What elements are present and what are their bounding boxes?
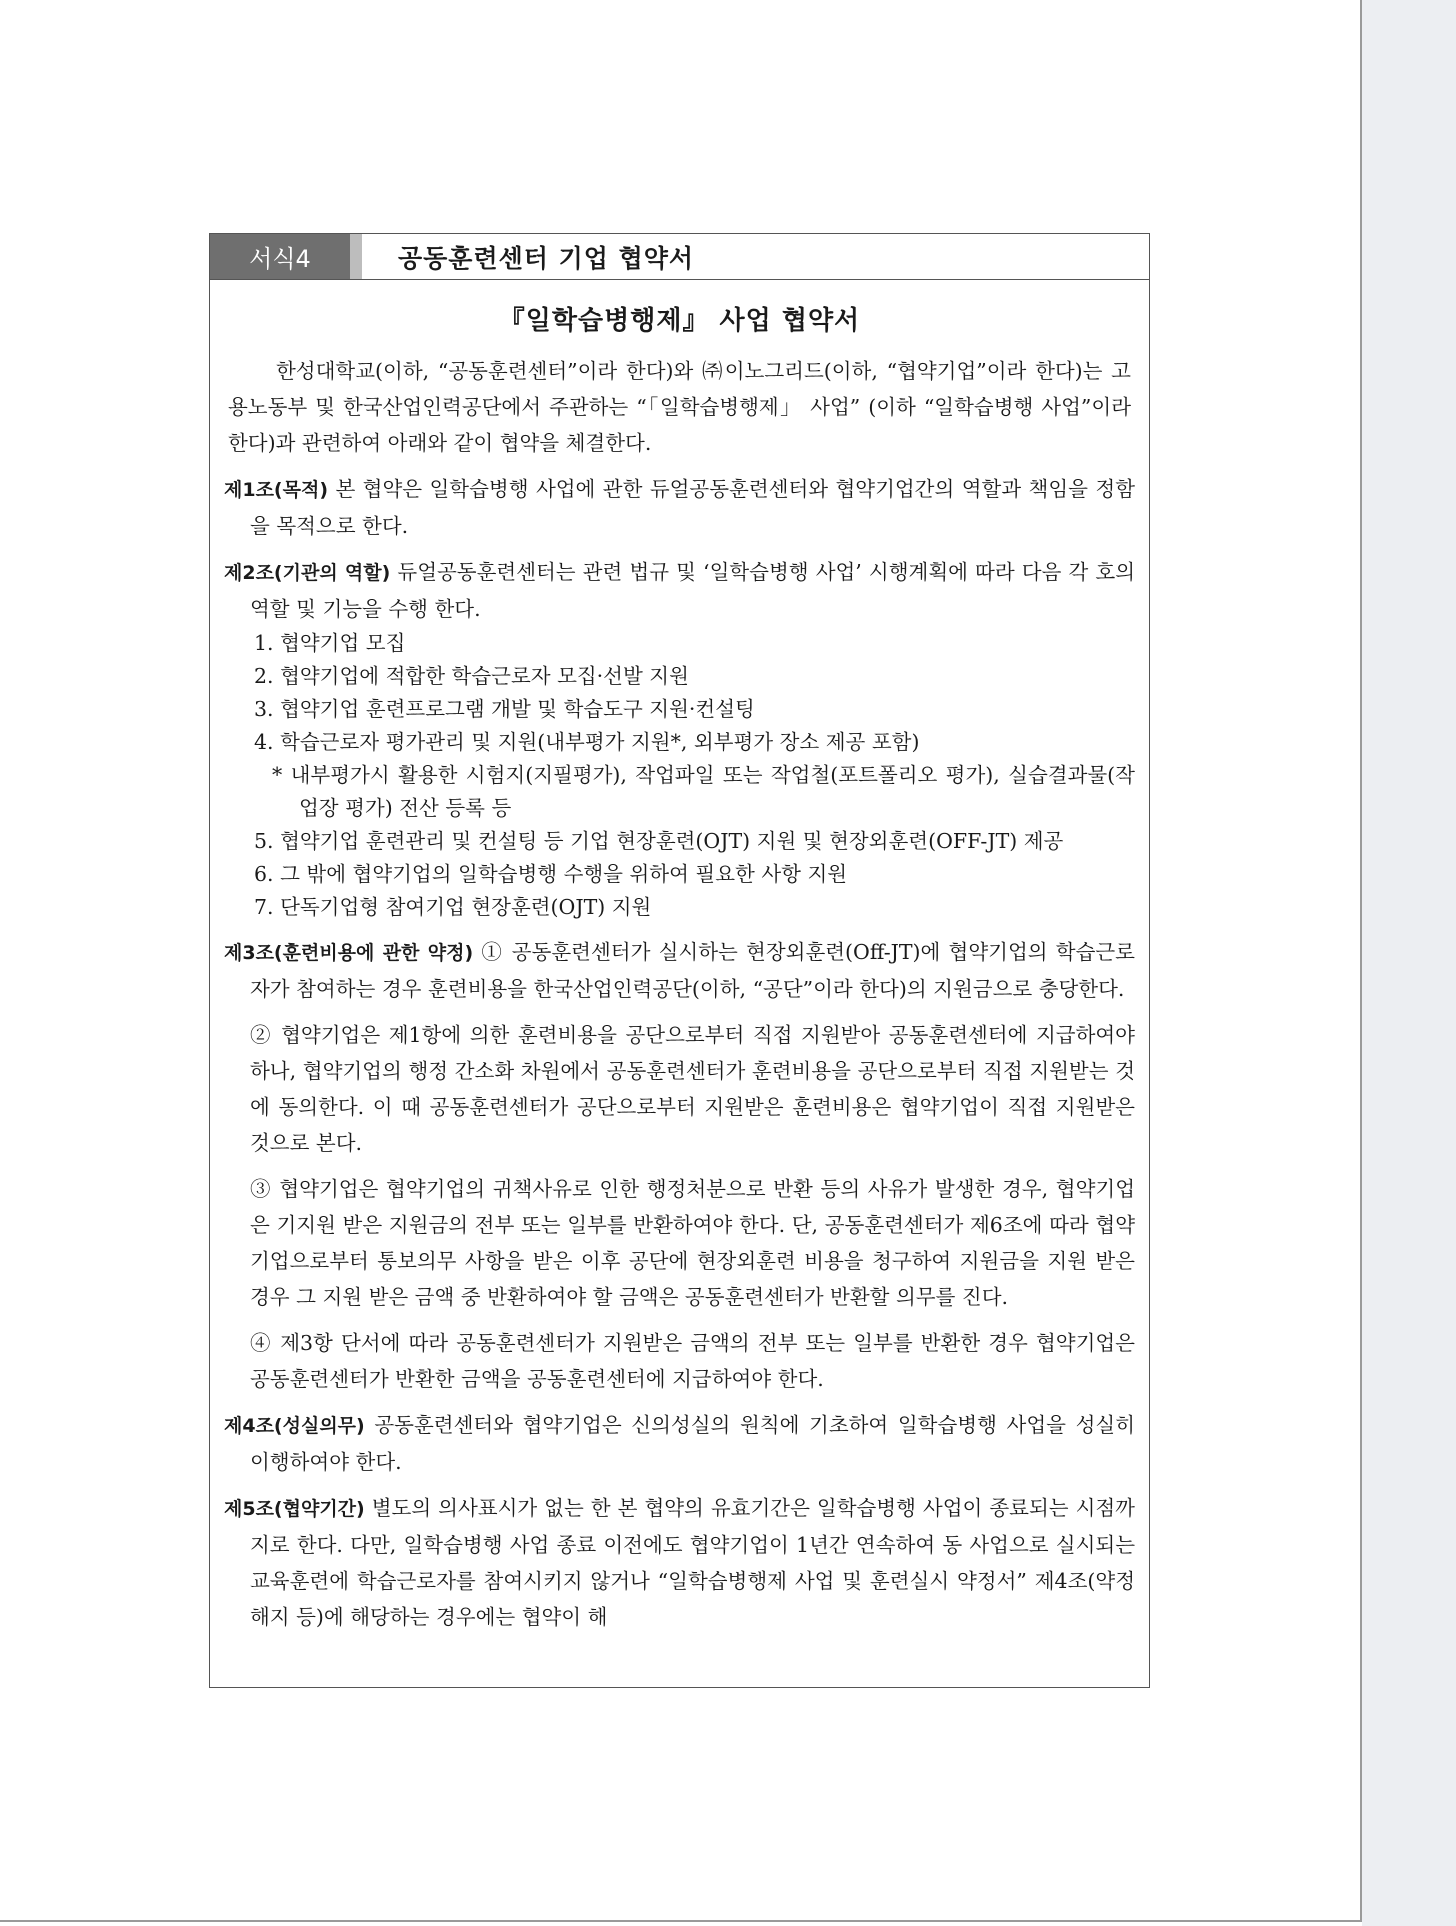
article-3-para-2: ② 협약기업은 제1항에 의한 훈련비용을 공단으로부터 직접 지원받아 공동훈련센터에 지급하여야 하나, 협약기업의 행정 간소화 차원에서 공동훈련센터가 훈련비용을 공단으로부터 직접 지원받는 것에 동의한다. 이 때 공동훈련센터가 공단으로부터 지원받은 훈련비용은 협약기업이 직접 지원받은 것으로 본다. bbox=[250, 1023, 1135, 1155]
article-1-heading: 제1조(목적) bbox=[224, 479, 329, 501]
agreement-form bbox=[209, 233, 1150, 1688]
list-item: 1. 협약기업 모집 bbox=[254, 631, 406, 655]
form-content bbox=[210, 280, 1149, 1635]
article-2-items-after bbox=[254, 825, 1135, 924]
form-header bbox=[210, 234, 1149, 280]
list-item: 3. 협약기업 훈련프로그램 개발 및 학습도구 지원·컨설팅 bbox=[254, 697, 755, 721]
article-1-text: 본 협약은 일학습병행 사업에 관한 듀얼공동훈련센터와 협약기업간의 역할과 책임을 정함을 목적으로 한다. bbox=[250, 477, 1135, 538]
article-3-text: ① 공동훈련센터가 실시하는 현장외훈련(Off-JT)에 협약기업의 학습근로자가 참여하는 경우 훈련비용을 한국산업인력공단(이하, “공단”이라 한다)의 지원금으로 충당한다. bbox=[250, 940, 1135, 1001]
list-item: 5. 협약기업 훈련관리 및 컨설팅 등 기업 현장훈련(OJT) 지원 및 현장외훈련(OFF-JT) 제공 bbox=[254, 829, 1064, 853]
article-3-para-3: ③ 협약기업은 협약기업의 귀책사유로 인한 행정처분으로 반환 등의 사유가 발생한 경우, 협약기업은 기지원 받은 지원금의 전부 또는 일부를 반환하여야 한다. 단, 공동훈련센터가 제6조에 따라 협약기업으로부터 통보의무 사항을 받은 이후 공단에 현장외훈련 비용을 청구하여 지원금을 지원 받은 경우 그 지원 받은 금액 중 반환하여야 할 금액은 공동훈련센터가 반환할 의무를 진다. bbox=[250, 1177, 1135, 1309]
viewer-background bbox=[1362, 0, 1456, 1926]
form-tag: 서식4 bbox=[210, 234, 350, 279]
list-item: 4. 학습근로자 평가관리 및 지원(내부평가 지원*, 외부평가 장소 제공 포함) bbox=[254, 730, 920, 754]
article-4-heading: 제4조(성실의무) bbox=[224, 1415, 365, 1437]
list-item: 7. 단독기업형 참여기업 현장훈련(OJT) 지원 bbox=[254, 895, 652, 919]
article-5 bbox=[224, 1490, 1135, 1635]
article-1 bbox=[224, 471, 1135, 544]
article-3-para-4: ④ 제3항 단서에 따라 공동훈련센터가 지원받은 금액의 전부 또는 일부를 반환한 경우 협약기업은 공동훈련센터가 반환한 금액을 공동훈련센터에 지급하여야 한다. bbox=[250, 1331, 1135, 1391]
form-header-title: 공동훈련센터 기업 협약서 bbox=[398, 243, 695, 273]
list-item: 6. 그 밖에 협약기업의 일학습병행 수행을 위하여 필요한 사항 지원 bbox=[254, 862, 848, 886]
document-title: 『일학습병행제』 사업 협약서 bbox=[498, 306, 861, 336]
article-5-heading: 제5조(협약기간) bbox=[224, 1498, 365, 1520]
article-3 bbox=[224, 934, 1135, 1007]
list-item: 2. 협약기업에 적합한 학습근로자 모집·선발 지원 bbox=[254, 664, 689, 688]
article-2-text: 듀얼공동훈련센터는 관련 법규 및 ‘일학습병행 사업’ 시행계획에 따라 다음 각 호의 역할 및 기능을 수행 한다. bbox=[250, 560, 1135, 621]
article-2-note: * 내부평가시 활용한 시험지(지필평가), 작업파일 또는 작업철(포트폴리오 평가), 실습결과물(작업장 평가) 전산 등록 등 bbox=[272, 763, 1135, 820]
article-4 bbox=[224, 1407, 1135, 1480]
intro-paragraph: 한성대학교(이하, “공동훈련센터”이라 한다)와 ㈜이노그리드(이하, “협약기업”이라 한다)는 고용노동부 및 한국산업인력공단에서 주관하는 “「일학습병행제」 사업” (이하 “일학습병행 사업”이라 한다)과 관련하여 아래와 같이 협약을 체결한다. bbox=[228, 359, 1131, 455]
article-2-heading: 제2조(기관의 역할) bbox=[224, 562, 391, 584]
article-2-items bbox=[254, 627, 1135, 759]
article-4-text: 공동훈련센터와 협약기업은 신의성실의 원칙에 기초하여 일학습병행 사업을 성실히 이행하여야 한다. bbox=[250, 1413, 1135, 1474]
article-5-text: 별도의 의사표시가 없는 한 본 협약의 유효기간은 일학습병행 사업이 종료되는 시점까지로 한다. 다만, 일학습병행 사업 종료 이전에도 협약기업이 1년간 연속하여 동 사업으로 실시되는 교육훈련에 학습근로자를 참여시키지 않거나 “일학습병행제 사업 및 훈련실시 약정서” 제4조(약정해지 등)에 해당하는 경우에는 협약이 해 bbox=[250, 1496, 1135, 1629]
article-3-heading: 제3조(훈련비용에 관한 약정) bbox=[224, 942, 474, 964]
article-2 bbox=[224, 554, 1135, 627]
